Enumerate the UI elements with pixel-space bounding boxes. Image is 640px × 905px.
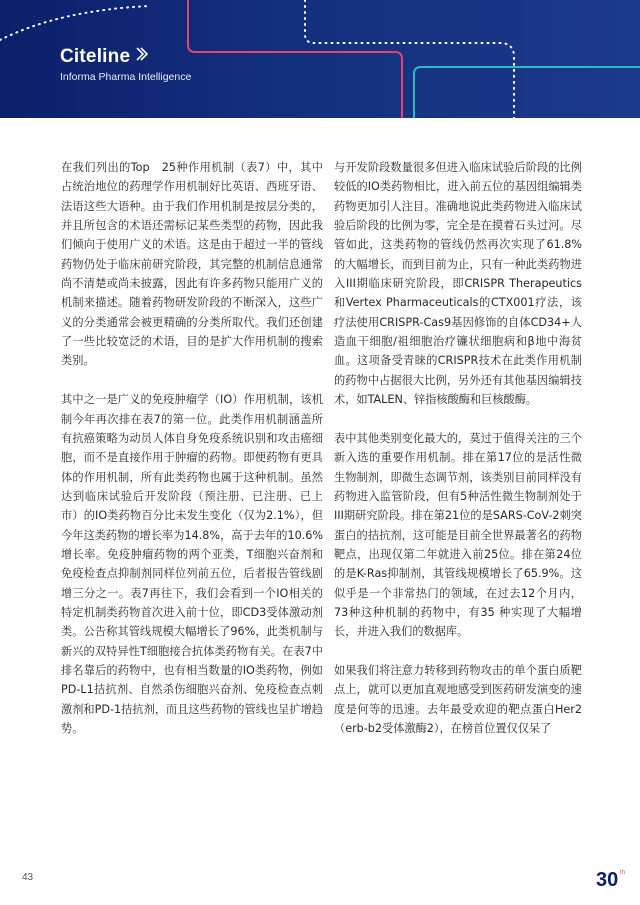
brand <box>60 46 191 83</box>
tagline: Informa Pharma Intelligence <box>60 71 192 83</box>
dotted-arc-left <box>0 6 150 40</box>
anniversary-badge <box>594 866 630 894</box>
dotted-line-right <box>305 0 514 118</box>
pink-line <box>188 0 402 118</box>
left-column <box>61 158 323 758</box>
paragraph: 在我们列出的Top 25种作用机制（表7）中，其中占统治地位的药理学作用机制好比英语、西班牙语、法语这些大语种。由于我们作用机制是按层分类的，并且所包含的术语还需标记某些类型的药物，因此我们倾向于使用广义的术语。这是由于超过一半的管线药物仍处于临床前研究阶段，其完整的机制信息通常尚不清楚或尚未披露，因此有许多药物只能用广义的机制来描述。随着药物研发阶段的不断深入，这些广义的分类通常会被更精确的分类所取代。我们还创建了一些比较宽泛的术语，目的是扩大作用机制的搜索类别。 <box>61 161 323 368</box>
citeline-logo <box>60 46 191 68</box>
badge-number: 30 <box>596 869 619 890</box>
logo-text: Citeline <box>60 46 131 67</box>
right-column <box>334 158 582 758</box>
paragraph: 与开发阶段数量很多但进入临床试验后阶段的比例较低的IO类药物相比，进入前五位的基因组编辑类药物更加引人注目。准确地说此类药物进入临床试验后阶段的比例为零，完全是在摸着石头过河。尽管如此，这类药物的管线仍然再次实现了61.8%的大幅增长，而到目前为止，只有一种此类药物进入III期临床研究阶段，即CRISPR Therapeutics和Vertex Pharmaceuticals的CTX001疗法，该疗法使用CRISPR-Cas9基因修饰的自体CD34+人造血干细胞/祖细胞治疗镰状细胞病和β地中海贫血。这项备受青睐的CRISPR技术在此类作用机制的药物中占据很大比例，另外还有其他基因编辑技术，如TALEN、锌指核酸酶和巨核酸酶。 <box>334 161 582 407</box>
page-header <box>0 0 640 118</box>
page-number: 43 <box>22 872 34 883</box>
badge-suffix: th <box>620 870 626 876</box>
paragraph: 如果我们将注意力转移到药物攻击的单个蛋白质靶点上，就可以更加直观地感受到医药研发演变的速度是何等的迅速。去年最受欢迎的靶点蛋白Her2（erb-b2受体激酶2），在榜首位置仅仅呆了 <box>334 664 582 736</box>
teal-line <box>414 67 640 118</box>
paragraph: 其中之一是广义的免疫肿瘤学（IO）作用机制，该机制今年再次排在表7的第一位。此类作用机制涵盖所有抗癌策略为动员人体自身免疫系统识别和攻击癌细胞，而不是直接作用于肿瘤的药物。即便药物有更具体的作用机制，所有此类药物也属于这种机制。虽然达到临床试验后开发阶段（预注册、已注册、已上市）的IO类药物百分比未发生变化（仅为2.1%），但今年这类药物的增长率为14.8%，高于去年的10.6%增长率。免疫肿瘤药物的两个亚类，T细胞兴奋剂和免疫检查点抑制剂同样位列前五位，后者报告管线剧增三分之一。表7再往下，我们会看到一个IO相关的特定机制类药物首次进入前十位，即CD3受体激动剂类。公告称其管线规模大幅增长了96%，此类机制与新兴的双特异性T细胞接合抗体类药物有关。在表7中排名靠后的药物中，也有相当数量的IO类药物，例如PD-L1拮抗剂、自然杀伤细胞兴奋剂、免疫检查点刺激剂和PD-1拮抗剂，而且这些药物的管线也呈扩增趋势。 <box>61 393 323 736</box>
paragraph: 表中其他类别变化最大的，莫过于值得关注的三个新入选的重要作用机制。排在第17位的是活性微生物制剂，即微生态调节剂，该类别目前同样没有药物进入监管阶段，但有5种活性微生物制剂处于III期研究阶段。排在第21位的是SARS-CoV-2刺突蛋白的拮抗剂，这可能是目前全世界最著名的药物靶点，出现仅第二年就进入前25位。排在第24位的是K-Ras抑制剂，其管线规模增长了65.9%。这似乎是一个非常热门的领域，在过去12个月内，73种这种机制的药物中，有35 种实现了大幅增长，并进入我们的数据库。 <box>334 431 582 639</box>
chevron-logo-icon <box>135 46 149 68</box>
